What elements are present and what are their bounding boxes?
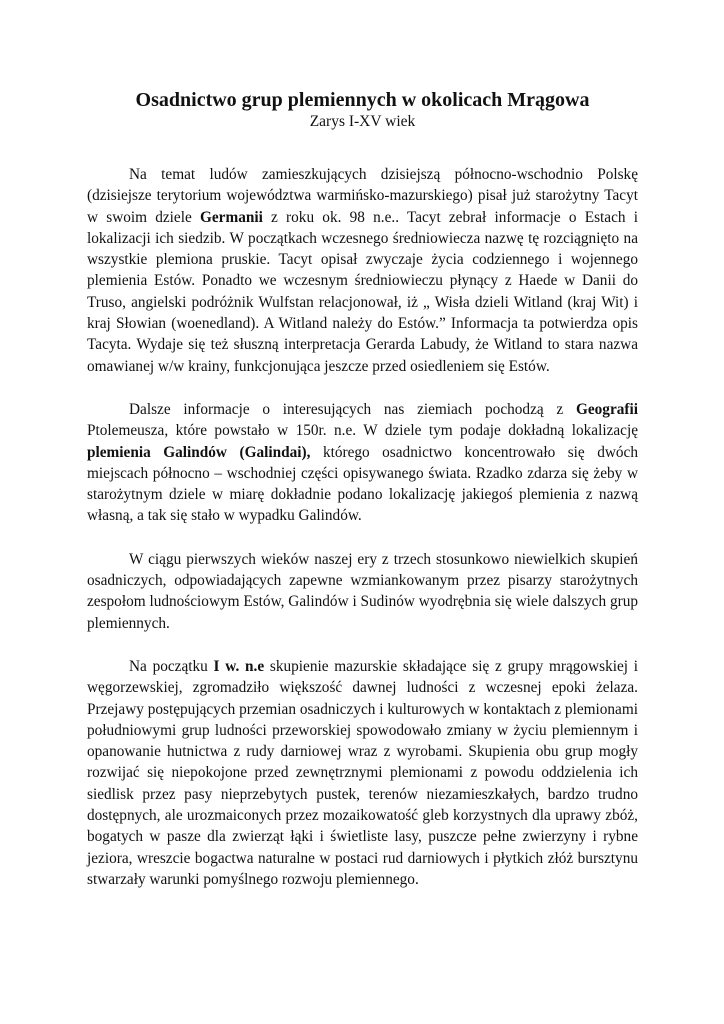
emphasis-galindai: plemienia Galindów (Galindai), [87,443,311,461]
paragraph-ptolemy [87,399,638,527]
document-subtitle: Zarys I-XV wiek [309,113,416,130]
text-span: z roku ok. 98 n.e.. Tacyt zebrał informacje o Estach i lokalizacji ich siedzib. W początkach wczesnego średniowiecza nazwę tę rozciągnięto na wszystkie plemiona pruskie. Tacyt opisał zwyczaje życia codziennego i wojennego plemienia Estów. Ponadto we wczesnym średniowieczu płynący z Haede w Danii do Truso, angielski podróżnik Wulfstan relacjonował, iż „ Wisła dzieli Witland (kraj Wit) i kraj Słowian (woenedland). A Witland należy do Estów.” Informacja ta potwierdza opis Tacyta. Wydaje się też słuszną interpretacja Gerarda Labudy, że Witland to stara nazwa omawianej w/w krainy, funkcjonująca jeszcze przed osiedleniem się Estów. [87,208,638,375]
text-span: Na początku [129,657,214,675]
document-body [87,164,638,890]
document-title: Osadnictwo grup plemiennych w okolicach Mrągowa [135,89,590,111]
text-span: Dalsze informacje o interesujących nas ziemiach pochodzą z [129,400,576,418]
text-span: W ciągu pierwszych wieków naszej ery z trzech stosunkowo niewielkich skupień osadniczych, odpowiadających zapewne wzmiankowanym przez pisarzy starożytnych zespołom ludnościowym Estów, Galindów i Sudinów wyodrębnia się wiele dalszych grup plemiennych. [87,550,638,632]
emphasis-germania: Germanii [199,208,263,226]
text-span: Na temat ludów zamieszkujących dzisiejszą północno-wschodnio Polskę (dzisiejsze terytorium województwa warmińsko-mazurskiego) pisał już starożytny Tacyt w swoim dziele [87,166,638,226]
paragraph-early-centuries [87,549,638,634]
emphasis-century: I w. n.e [213,657,265,675]
paragraph-tacitus [87,164,638,377]
text-span: Ptolemeusza, które powstało w 150r. n.e. W dziele tym podaje dokładną lokalizację [87,422,638,440]
paragraph-first-century [87,656,638,890]
text-span: którego osadnictwo koncentrowało się dwóch miejscach północno – wschodniej części opisywanego świata. Rzadko zdarza się żeby w starożytnym dziele w miarę dokładnie podano lokalizację jakiegoś plemienia z nazwą własną, a tak się stało w wypadku Galindów. [87,443,638,525]
emphasis-geografii: Geografii [575,400,638,418]
text-span: skupienie mazurskie składające się z grupy mrągowskiej i węgorzewskiej, zgromadziło większość dawnej ludności z wczesnej epoki żelaza. Przejawy postępujących przemian osadniczych i kulturowych w kontaktach z plemionami południowymi grup ludności przeworskiej spowodowało zmiany w życiu plemiennym i opanowanie hutnictwa z rudy darniowej wraz z wyrobami. Skupienia obu grup mogły rozwijać się niepokojone przed zewnętrznymi plemionami z powodu oddzielenia ich siedlisk przez pasy nieprzebytych pustek, terenów niezamieszkałych, bardzo trudno dostępnych, ale urozmaiconych przez mozaikowatość gleb korzystnych dla uprawy zbóż, bogatych w pasze dla zwierząt łąki i świetliste lasy, puszcze pełne zwierzyny i rybne jeziora, wreszcie bogactwa naturalne w postaci rud darniowych i płytkich złóż bursztynu stwarzały warunki pomyślnego rozwoju plemiennego. [87,657,639,888]
